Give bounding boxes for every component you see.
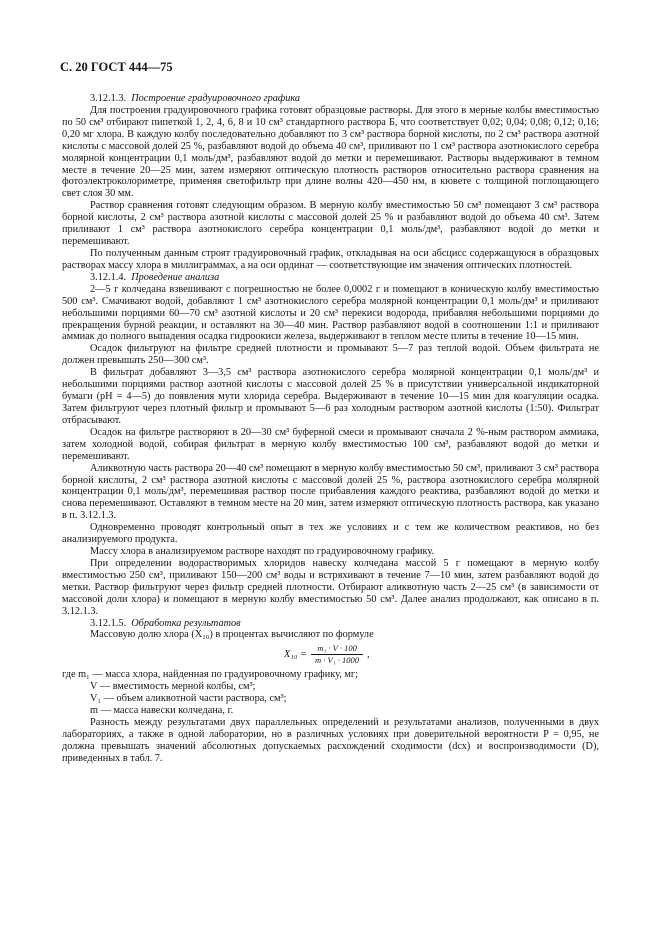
paragraph: В фильтрат добавляют 3—3,5 см³ раствора азотнокислого серебра молярной концентрации 0,1 моль/дм³ и небольшими порциями раствор азотной кислоты с массовой долей 25 % в присутствии универсальной индикаторной бумаги (рН = 4—5) до появления мути хлорида серебра. Выдерживают в течение 10—15 мин для коагуляции осадка. Затем фильтруют через плотный фильтр и промывают 5—6 раз холодным раствором азотной кислоты (1:50). Фильтрат отбрасывают.	[62, 367, 599, 426]
paragraph: Массовую долю хлора (X₁₀) в процентах вычисляют по формуле	[90, 629, 374, 641]
paragraph: Аликвотную часть раствора 20—40 см³ помещают в мерную колбу вместимостью 50 см³, приливают 3 см³ раствора борной кислоты, 2 см³ раствора азотной кислоты с массовой долей 25 %, раствора азотнокислого серебра молярной концентрации 0,1 моль/дм³, перемешивая раствор после прибавления каждого реактива, разбавляют водой до метки и снова перемешивают. Оставляют в темном месте на 20 мин, затем измеряют оптическую плотность раствора, как указано в п. 3.12.1.3.	[62, 462, 599, 522]
section-heading-3-12-1-5	[62, 618, 599, 630]
formula-legend	[62, 669, 599, 717]
section-title: Проведение анализа	[131, 271, 220, 283]
paragraph: Для построения градуировочного графика готовят образцовые растворы. Для этого в мерные колбы вместимостью по 50 см³ отбирают пипеткой 1, 2, 4, 6, 8 и 10 см³ стандартного раствора Б, что соответствует 0,02; 0,04; 0,08; 0,12; 0,16; 0,20 мг хлора. В каждую колбу последовательно добавляют по 3 см³ раствора борной кислоты, по 2 см³ раствора азотной кислоты с массовой долей 25 %, разбавляют водой до объема 40 см³, приливают по 1 см³ раствора азотнокислого серебра молярной концентрации 0,1 моль/дм³, разбавляют водой до метки и перемешивают. Растворы выдерживают в темном месте в течение 20—25 мин, затем измеряют оптическую плотность растворов относительно раствора сравнения на фотоэлектроколориметре, применяя светофильтр при длине волны 420—450 нм, в кювете с толщиной поглощающего свет слоя 30 мм.	[62, 104, 599, 200]
paragraph: 2—5 г колчедана взвешивают с погрешностью не более 0,0002 г и помещают в коническую колбу вместимостью 500 см³. Смачивают водой, добавляют 1 см³ азотнокислого серебра молярной концентрации 0,1 моль/дм³ и приливают небольшими порциями 60—70 см³ азотной кислоты и 20 см³ перекиси водорода, прибавляя небольшими порциями до прекращения бурной реакции, и оставляют на 30—40 мин. Раствор разбавляют водой в соотношении 1:1 и приливают аммиак до полного выпадения осадка гидроокиси железа, выдерживают в теплом месте плиты в течение 10—15 мин.	[62, 283, 599, 343]
section-title: Обработка результатов	[131, 617, 241, 629]
formula-fraction	[311, 643, 363, 666]
formula-lhs: X₁₀ =	[284, 648, 307, 660]
legend-item: где m₁ — масса хлора, найденная по градуировочному графику, мг;	[62, 669, 358, 681]
paragraph: Одновременно проводят контрольный опыт в тех же условиях и с тем же количеством реактивов, но без анализируемого продукта.	[62, 522, 599, 546]
legend-item: V — вместимость мерной колбы, см³;	[90, 681, 256, 693]
legend-item: m — масса навески колчедана, г.	[90, 705, 234, 717]
section-heading-3-12-1-4	[62, 272, 599, 284]
section-number: 3.12.1.5.	[90, 617, 127, 629]
section-number: 3.12.1.3.	[90, 93, 127, 104]
legend-item: V₁ — объем аликвотной части раствора, см³;	[90, 693, 287, 705]
formula-numerator: m₁ · V · 100	[317, 643, 357, 654]
paragraph: Осадок на фильтре растворяют в 20—30 см³ буферной смеси и промывают сначала 2 %-ным раствором аммиака, затем холодной водой, собирая фильтрат в мерную колбу вместимостью 100 см³, разбавляют водой до метки и перемешивают.	[62, 426, 599, 462]
paragraph: Массу хлора в анализируемом растворе находят по градуировочному графику.	[90, 546, 435, 558]
formula-denominator: m · V₁ · 1000	[314, 655, 360, 666]
paragraph: Раствор сравнения готовят следующим образом. В мерную колбу вместимостью 50 см³ помещают 3 см³ раствора борной кислоты, 2 см³ раствора азотной кислоты с массовой долей 25 % и разбавляют водой до объема 40 см³. Затем приливают 1 см³ раствора азотнокислого серебра концентрации 0,1 моль/дм³, разбавляют водой до метки и перемешивают.	[62, 200, 599, 248]
paragraph: При определении водорастворимых хлоридов навеску колчедана массой 5 г помещают в мерную колбу вместимостью 250 см³, приливают 150—200 см³ воды и встряхивают в течение 7—10 мин, затем разбавляют водой до метки. Раствор фильтруют через фильтр средней плотности. Отбирают аликвотную часть 2—25 см³ (в зависимости от массовой доли хлора) и помещают в мерную колбу вместимостью 50 см³. Далее анализ продолжают, как описано в п. 3.12.1.3.	[62, 557, 599, 617]
document-body	[62, 93, 599, 765]
section-title: Построение градуировочного графика	[131, 93, 301, 104]
page-header: С. 20 ГОСТ 444—75	[60, 60, 173, 74]
paragraph: Разность между результатами двух параллельных определений и результатами анализов, полученными в двух лабораториях, а также в одной лаборатории, но в различных условиях при доверительной вероятности P = 0,95, не должна превышать значений абсолютных допускаемых расхождений сходимости (dсх) и воспроизводимости (D), приведенных в табл. 7.	[62, 717, 599, 764]
section-heading-3-12-1-3	[62, 93, 599, 105]
formula-x10	[62, 643, 599, 666]
formula-tail: ,	[367, 648, 370, 660]
paragraph: По полученным данным строят градуировочный график, откладывая на оси абсцисс содержащуюся в образцовых растворах массу хлора в миллиграммах, а на оси ординат — соответствующие им значения оптических плотностей.	[62, 247, 599, 271]
paragraph: Осадок фильтруют на фильтре средней плотности и промывают 5—7 раз теплой водой. Объем фильтрата не должен превышать 250—300 см³.	[62, 343, 599, 367]
section-number: 3.12.1.4.	[90, 271, 127, 283]
